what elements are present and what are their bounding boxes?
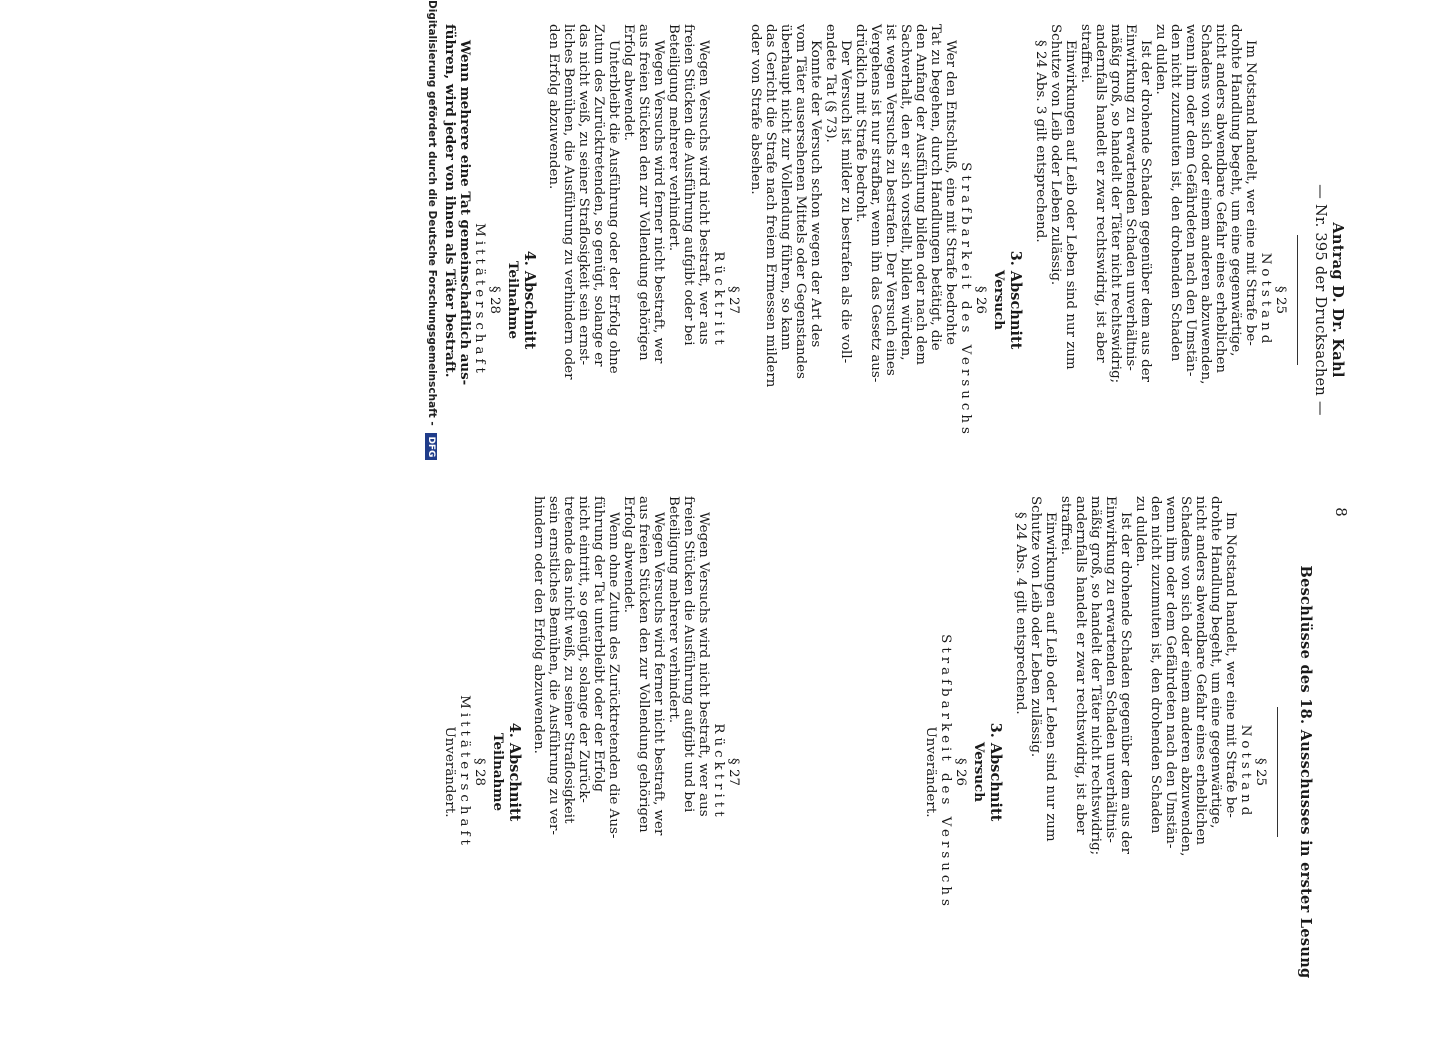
- section-title: Notstand: [1238, 724, 1253, 820]
- paragraph-line: freien Stücken die Ausführung aufgibt oder bei: [681, 24, 696, 346]
- paragraph-line: führung der Tat unterbleibt oder der Erfolg: [591, 496, 606, 792]
- paragraph-line: Ist der drohende Schaden gegenüber dem aus der: [1138, 40, 1153, 383]
- section-number: § 27: [726, 286, 741, 314]
- section-title: Notstand: [1258, 252, 1273, 348]
- chapter-heading: 4. Abschnitt: [521, 250, 538, 350]
- section-number: § 25: [1253, 758, 1268, 786]
- paragraph-line: drohte Handlung begeht, um eine gegenwärtige,: [1228, 24, 1243, 357]
- paragraph-line: Wegen Versuchs wird ferner nicht bestraft, wer: [651, 512, 666, 836]
- header-rule: [1277, 707, 1278, 837]
- paragraph-line: oder von Strafe absehen.: [748, 24, 763, 195]
- paragraph-line: aus freien Stücken den zur Vollendung gehörigen: [636, 496, 651, 833]
- dfg-logo: DFG: [425, 433, 437, 460]
- paragraph-line: straffrei.: [1058, 496, 1073, 556]
- paragraph-line: vom Täter ausersehenen Mittels oder Gegenstandes: [793, 24, 808, 379]
- section-title: Mittäterschaft: [457, 695, 472, 849]
- paragraph-line: aus freien Stücken den zur Vollendung gehörigen: [636, 24, 651, 361]
- paragraph-line: Im Notstand handelt, wer eine mit Strafe be-: [1223, 512, 1238, 818]
- paragraph-line: das Gericht die Strafe nach freiem Ermessen mildern: [763, 24, 778, 388]
- chapter-subheading: Versuch: [991, 270, 1007, 330]
- paragraph-line: zu dulden.: [1133, 496, 1148, 567]
- paragraph-line: Schadens von sich oder einem anderen abzuwenden,: [1178, 496, 1193, 857]
- paragraph-line: Beteiligung mehrerer verhindert.: [666, 24, 681, 252]
- chapter-heading: 3. Abschnitt: [1007, 250, 1024, 350]
- page-number: 8: [1332, 507, 1350, 517]
- section-title: Rücktritt: [711, 723, 726, 821]
- section-title: Rücktritt: [711, 251, 726, 349]
- paragraph-line: straffrei.: [1078, 24, 1093, 84]
- paragraph-line: nicht anders abwendbare Gefahr eines erheblichen: [1193, 496, 1208, 845]
- paragraph-line: das nicht weiß, zu seiner Straflosigkeit sein ernst-: [576, 24, 591, 366]
- chapter-heading: 3. Abschnitt: [987, 722, 1004, 822]
- paragraph-line: wenn ihm oder dem Gefährdeten nach den Umstän-: [1163, 496, 1178, 849]
- unchanged-note: Unverändert.: [923, 726, 938, 818]
- paragraph-line: mäßig groß, so handelt der Täter nicht rechtswidrig;: [1108, 24, 1123, 384]
- right-header-title: Beschlüsse des 18. Ausschusses in erster Lesung: [1297, 565, 1314, 979]
- paragraph-line: Tat zu begehen, durch Handlungen betätigt, die: [928, 24, 943, 351]
- digitization-footer: [425, 0, 438, 1000]
- paragraph-line: Wegen Versuchs wird ferner nicht bestraft, wer: [651, 40, 666, 364]
- section-number: § 27: [726, 758, 741, 786]
- chapter-heading: 4. Abschnitt: [506, 722, 523, 822]
- section-number: § 25: [1273, 286, 1288, 314]
- paragraph-line: endete Tat (§ 73).: [823, 24, 838, 143]
- chapter-subheading: Teilnahme: [490, 733, 506, 811]
- paragraph-line: nicht anders abwendbare Gefahr eines erheblichen: [1213, 24, 1228, 373]
- section-title: Mittäterschaft: [472, 223, 487, 377]
- section-number: § 26: [973, 286, 988, 314]
- paragraph-line: liches Bemühen, die Ausführung zu verhindern oder: [561, 24, 576, 380]
- paragraph-line: Wegen Versuchs wird nicht bestraft, wer aus: [696, 512, 711, 817]
- paragraph-line: Ist der drohende Schaden gegenüber dem aus der: [1118, 512, 1133, 855]
- paragraph-line: Wer den Entschluß, eine mit Strafe bedrohte: [943, 40, 958, 345]
- chapter-subheading: Teilnahme: [505, 261, 521, 339]
- paragraph-line: Sachverhalt, den er sich vorstellt, bilden würden,: [898, 24, 913, 361]
- section-title: Strafbarkeit des Versuchs: [958, 162, 973, 438]
- paragraph-line: Vergehens ist nur strafbar, wenn ihn das Gesetz aus-: [868, 24, 883, 383]
- paragraph-line: tretende das nicht weiß, zu seiner Straflosigkeit: [561, 496, 576, 824]
- paragraph-line: Erfolg abwendet.: [621, 24, 636, 142]
- paragraph-line: Einwirkungen auf Leib oder Leben sind nur zum: [1043, 512, 1058, 842]
- paragraph-line: den Anfang der Ausführung bilden oder nach dem: [913, 24, 928, 365]
- paragraph-line: den nicht zuzumuten ist, den drohenden Schaden: [1148, 496, 1163, 834]
- paragraph-line: mäßig groß, so handelt der Täter nicht rechtswidrig;: [1088, 496, 1103, 856]
- paragraph-line: Wegen Versuchs wird nicht bestraft, wer aus: [696, 40, 711, 345]
- section-number: § 28: [487, 286, 502, 314]
- paragraph-line: § 24 Abs. 4 gilt entsprechend.: [1013, 512, 1028, 715]
- unchanged-note: Unverändert.: [442, 726, 457, 818]
- paragraph-line: Einwirkungen auf Leib oder Leben sind nur zum: [1063, 40, 1078, 370]
- paragraph-line: Wenn ohne Zutun des Zurücktretenden die Aus-: [606, 512, 621, 839]
- header-rule: [1297, 235, 1298, 365]
- paragraph-line: drohte Handlung begeht, um eine gegenwärtige,: [1208, 496, 1223, 829]
- paragraph-line: nicht eintritt, so genügt, solange der Zurück-: [576, 496, 591, 803]
- paragraph-line: drücklich mit Strafe bedroht.: [853, 24, 868, 223]
- paragraph-line: sein ernstliches Bemühen, die Ausführung zu ver-: [546, 496, 561, 835]
- paragraph-line: Schutze von Leib oder Leben zulässig.: [1028, 496, 1043, 758]
- paragraph-line: Beteiligung mehrerer verhindert.: [666, 496, 681, 724]
- paragraph-line: Einwirkung zu erwartenden Schaden unverhältnis-: [1123, 24, 1138, 371]
- paragraph-line: führen, wird jeder von ihnen als Täter bestraft.: [442, 24, 458, 378]
- paragraph-line: ist wegen Versuchs zu bestrafen. Der Versuch eines: [883, 24, 898, 376]
- paragraph-line: freien Stücken die Ausführung aufgibt und bei: [681, 496, 696, 813]
- paragraph-line: hindern oder den Erfolg abzuwenden.: [531, 496, 546, 754]
- left-header-title: Antrag D. Dr. Kahl: [1329, 222, 1346, 378]
- section-number: § 28: [472, 758, 487, 786]
- paragraph-line: Zutun des Zurücktretenden, so genügt, solange er: [591, 24, 606, 367]
- paragraph-line: Wenn mehrere eine Tat gemeinschaftlich aus-: [457, 40, 473, 386]
- paragraph-line: Unterbleibt die Ausführung oder der Erfolg ohne: [606, 40, 621, 374]
- footer-text: Digitalisierung gefördert durch die Deutsche Forschungsgemeinschaft -: [426, 0, 438, 426]
- paragraph-line: andernfalls handelt er zwar rechtswidrig, ist aber: [1073, 496, 1088, 835]
- paragraph-line: Der Versuch ist milder zu bestrafen als die voll-: [838, 40, 853, 364]
- section-title: Strafbarkeit des Versuchs: [938, 634, 953, 910]
- paragraph-line: zu dulden.: [1153, 24, 1168, 95]
- paragraph-line: den Erfolg abzuwenden.: [546, 24, 561, 190]
- paragraph-line: den nicht zuzumuten ist, den drohenden Schaden: [1168, 24, 1183, 362]
- paragraph-line: Schadens von sich oder einem anderen abzuwenden,: [1198, 24, 1213, 385]
- paragraph-line: Schutze von Leib oder Leben zulässig.: [1048, 24, 1063, 286]
- paragraph-line: Erfolg abwendet.: [621, 496, 636, 614]
- paragraph-line: andernfalls handelt er zwar rechtswidrig, ist aber: [1093, 24, 1108, 363]
- paragraph-line: Im Notstand handelt, wer eine mit Strafe be-: [1243, 40, 1258, 346]
- paragraph-line: Konnte der Versuch schon wegen der Art des: [808, 40, 823, 348]
- paragraph-line: § 24 Abs. 3 gilt entsprechend.: [1033, 40, 1048, 243]
- paragraph-line: wenn ihm oder dem Gefährdeten nach den Umstän-: [1183, 24, 1198, 377]
- paragraph-line: Einwirkung zu erwartenden Schaden unverhältnis-: [1103, 496, 1118, 843]
- section-number: § 26: [953, 758, 968, 786]
- paragraph-line: überhaupt nicht zur Vollendung führen, so kann: [778, 24, 793, 351]
- chapter-subheading: Versuch: [971, 742, 987, 802]
- left-header-subtitle: — Nr. 395 der Drucksachen —: [1312, 184, 1328, 416]
